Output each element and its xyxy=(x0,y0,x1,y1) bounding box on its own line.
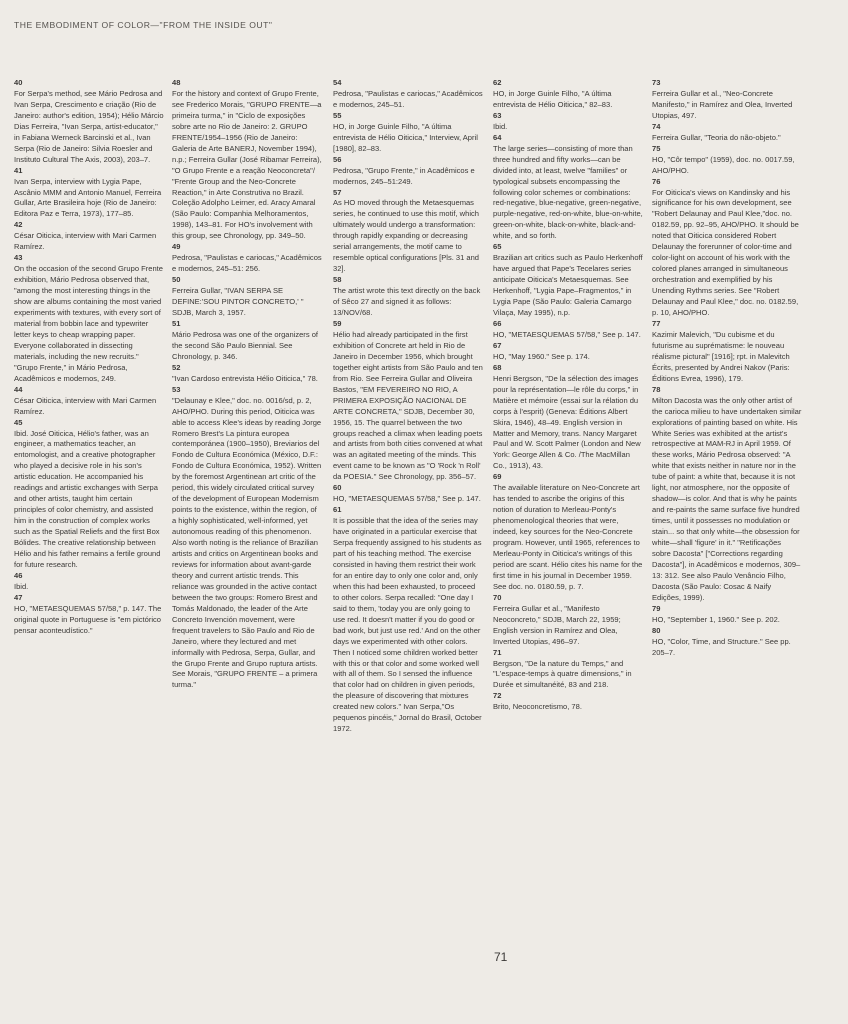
note-number: 80 xyxy=(652,625,661,635)
note-number: 76 xyxy=(652,176,661,186)
note-text: For Oiticica's views on Kandinsky and his significance for his own development, see "Robert Delaunay and Paul Klee,"doc. no. 0182.59, pp. 92–95, AHO/PHO. It should be noted that Oiticica considered Robert Delaunay the forerunner of color-time and color-light on account of his work with the colored planes arranged in simultaneous orchestration and exemplified by his Unending Rythms series. See "Robert Delaunay and Paul Klee," doc. no. 0182.59, p. 10, AHO/PHO. xyxy=(652,187,799,318)
note-text: Ivan Serpa, interview with Lygia Pape, Ascânio MMM and Antonio Manuel, Ferreira Gullar, Arte Brasileira hoje (Rio de Janeiro: Editora Paz e Terra, 1973), 177–85. xyxy=(14,176,162,219)
note-text: Bergson, "De la nature du Temps," and "L'espace-temps à quatre dimensions," in Durée et simultanéité, 83 and 218. xyxy=(493,658,632,690)
note-number: 47 xyxy=(14,592,23,602)
note-number: 64 xyxy=(493,132,502,142)
note-number: 65 xyxy=(493,242,502,252)
page-number: 71 xyxy=(494,950,508,964)
note-number: 49 xyxy=(172,242,181,252)
note-number: 61 xyxy=(333,505,342,515)
note-text: HO, "METAESQUEMAS 57/58," See p. 147. xyxy=(493,329,641,339)
note-text: Ibid. xyxy=(14,581,29,591)
note-number: 59 xyxy=(333,318,342,328)
note-number: 40 xyxy=(14,78,23,87)
note-number: 69 xyxy=(493,472,502,482)
note-text: Ferreira Gullar et al., "Neo-Concrete Manifesto," in Ramírez and Olea, Inverted Utopias, 497. xyxy=(652,88,793,120)
note-text: Pedrosa, "Paulistas e cariocas," Acadêmicos e modernos, 245–51: 256. xyxy=(172,253,322,274)
note-number: 45 xyxy=(14,417,23,427)
notes-column-5 xyxy=(652,78,802,659)
note-text: HO, in Jorge Guinle Filho, "A última entrevista de Hélio Oiticica," Interview, April [1980], 82–83. xyxy=(333,121,478,153)
note-text: HO, in Jorge Guinle Filho, "A última entrevista de Hélio Oiticica," 82–83. xyxy=(493,88,613,109)
note-text: HO, "Color, Time, and Structure." See pp. 205–7. xyxy=(652,636,791,657)
note-number: 73 xyxy=(652,78,661,87)
note-text: Kazimir Malevich, "Du cubisme et du futurisme au suprématisme: le nouveau réalisme pictural" [1916]; rpt. in Malevitch Écrits, presented by Andrei Nakov (Paris: Éditions Evrea, 1996), 179. xyxy=(652,329,790,383)
note-number: 50 xyxy=(172,275,181,285)
note-number: 42 xyxy=(14,220,23,230)
note-number: 43 xyxy=(14,253,23,263)
note-number: 57 xyxy=(333,187,342,197)
note-text: HO, "May 1960." See p. 174. xyxy=(493,351,590,361)
note-text: Ferreira Gullar et al., "Manifesto Neoconcreto," SDJB, March 22, 1959; English version in Ramírez and Olea, Inverted Utopias, 496–97. xyxy=(493,603,621,646)
note-text: Ibid. xyxy=(493,121,508,131)
note-text: For the history and context of Grupo Frente, see Frederico Morais, "GRUPO FRENTE—a primeira turma," in "Ciclo de exposições sobre arte no Rio de Janeiro: 2. GRUPO FRENTE/1954–1956 (Rio de Janeiro: Galeria de Arte BANERJ, November 1994), n.p.; Ferreira Gullar (José Ribamar Ferreira), "O Grupo Frente e a reação Neoconcreta"/ "Frente Group and the Neo-Concrete Reaction," in Arte Construtiva no Brazil. Coleção Adolpho Leirner, ed. Aracy Amaral (São Paulo: Companhia Melhoramentos, 1998), 143–81. For HO's involvement with this group, see Chronology, pp. 349–50. xyxy=(172,88,322,241)
note-text: Mário Pedrosa was one of the organizers of the second São Paulo Biennial. See Chronology, p. 346. xyxy=(172,329,318,361)
note-number: 67 xyxy=(493,340,502,350)
note-text: Pedrosa, "Grupo Frente," in Acadêmicos e modernos, 245–51:249. xyxy=(333,165,475,186)
note-number: 55 xyxy=(333,110,342,120)
note-number: 52 xyxy=(172,362,181,372)
note-number: 63 xyxy=(493,110,502,120)
note-text: HO, "METAESQUEMAS 57/58," p. 147. The original quote in Portuguese is "em pictórico pensar aconteudístico." xyxy=(14,603,162,635)
note-text: The artist wrote this text directly on the back of Sêco 27 and signed it as follows: 13/NOV/68. xyxy=(333,286,481,318)
note-text: Hélio had already participated in the first exhibition of Concrete art held in Rio de Janeiro in December 1956, which brought together eight artists from São Paulo and ten from Rio. See Ferreira Gullar and Oliveira Bastos, "EM FEVEREIRO NO RIO, A PRIMERA EXPOSIÇÃO NACIONAL DE ARTE CONCRETA," SDJB, December 30, 1956, 15. The quarrel between the two groups reached a climax when leading poets and artists from both cities convened at what was an agitated meeting of the minds. This event came to be known as "O 'Rock 'n Roll' da POESIA." See Chronology, pp. 356–57. xyxy=(333,329,483,482)
note-number: 58 xyxy=(333,275,342,285)
note-text: It is possible that the idea of the series may have originated in a particular exercise that Serpa frequently assigned to his students as part of his teaching method. The exercise consisted in having them restrict their work for an entire day to only one color and, only when this had been exhausted, to proceed to other colors. Serpa recalled: "One day I said to them, 'today you are only going to use red. It doesn't matter if you do good or bad work, but just use red.' And on the other days we experimented with other colors. Then I noticed some children worked better with this or that color and some worked well with all of them. So I sensed the influence that color had on children in given periods, the pleasure of discovering that mixtures created new colors." Ivan Serpa,"Os pequenos pincéis," Jornal do Brasil, October 1972. xyxy=(333,516,482,734)
note-number: 60 xyxy=(333,483,342,493)
notes-column-2 xyxy=(172,78,322,691)
note-number: 44 xyxy=(14,384,23,394)
notes-column-3 xyxy=(333,78,483,735)
note-text: The available literature on Neo-Concrete art has tended to ascribe the origins of this notion of duration to Merleau-Ponty's phenomenological theories that were, indeed, key sources for the Neo-Concrete program. However, until 1965, references to Merleau-Ponty in Oiticica's writings of this period are scant. Hélio cites his name for the first time in his journal in December 1959. See doc. no. 0180.59, p. 7. xyxy=(493,483,643,591)
note-text: On the occasion of the second Grupo Frente exhibition, Mário Pedrosa observed that, "among the most interesting things in the show are albums containing the most varied experiments with textures, with every sort of material from bobbin lace and typewriter letter keys to cheap wrapping paper. Everyone collaborated in dissecting materials, including the new recruits." "Grupo Frente," in Mário Pedrosa, Acadêmicos e modernos, 249. xyxy=(14,264,163,383)
note-text: Ferreira Gullar, "IVAN SERPA SE DEFINE:'SOU PINTOR CONCRETO,' " SDJB, March 3, 1957. xyxy=(172,286,304,318)
note-text: César Oiticica, interview with Mari Carmen Ramírez. xyxy=(14,395,157,416)
note-text: The large series—consisting of more than three hundred and fifty works—can be divided into, at least, twelve "families" or typological subsets encompassing the following color schemes or combinations: red-negative, blue-negative, green-negative, purple-negative, red-on-white, blue-on-white, green-on-white, black-on-white, black-and-white, and so forth. xyxy=(493,143,643,241)
note-number: 54 xyxy=(333,78,342,87)
notes-column-1 xyxy=(14,78,164,637)
note-number: 71 xyxy=(493,647,502,657)
note-number: 77 xyxy=(652,318,661,328)
note-number: 56 xyxy=(333,154,342,164)
note-text: HO, "September 1, 1960." See p. 202. xyxy=(652,614,780,624)
note-text: Brito, Neoconcretismo, 78. xyxy=(493,702,582,712)
note-text: "Delaunay e Klee," doc. no. 0016/sd, p. 2, AHO/PHO. During this period, Oiticica was able to access Klee's ideas by reading Jorge Romero Brest's La pintura europea contemporánea (1900–1950), Breviarios del Fondo de Cultura Económica (México, D.F.: Fondo de Cultura Económica, 1952). Written by the foremost Argentinean art critic of the period, this widely circulated critical survey of the development of European Modernism points to the existence, within the region, of a highly sophisticated, well-informed, yet autonomous reading of this phenomenon. Also worth noting is the reliance of Brazilian artists and critics on Argentinean books and reviews for information about avant-garde theory and current artistic trends. This reliance was grounded in the active contact between the two groups: Romero Brest and Tomás Maldonado, the leader of the Arte Concreto Invención movement, were frequent travelers to São Paulo and Rio de Janeiro, where they lectured and met informally with Pedrosa, Serpa, Gullar, and the Grupo Frente and Grupo ruptura artists. See Morais, "GRUPO FRENTE – a primera turma." xyxy=(172,395,322,690)
note-number: 53 xyxy=(172,384,181,394)
note-number: 62 xyxy=(493,78,502,87)
note-number: 78 xyxy=(652,384,661,394)
note-text: Brazilian art critics such as Paulo Herkenhoff have argued that Pape's Tecelares series anticipate Oiticica's Metaesquemas. See Herkenhoff, "Lygia Pape–Fragmentos," in Lygia Pape (São Paulo: Galeria Camargo Vilaça, May 1995), n.p. xyxy=(493,253,643,318)
note-text: Henri Bergson, "De la sélection des images pour la représentation—le rôle du corps," in Matière et mémoire (essai sur la rélation du corps à l'esprit) (Geneva: Éditions Albert Skira, 1946), 48–49. English version in Matter and Memory, trans. Nancy Margaret Paul and W. Scott Palmer (London and New York: George Allen & Co. /The MacMillan Co., 1913), 43. xyxy=(493,373,641,471)
note-number: 68 xyxy=(493,362,502,372)
note-number: 46 xyxy=(14,570,23,580)
note-text: César Oiticica, interview with Mari Carmen Ramírez. xyxy=(14,231,157,252)
note-number: 79 xyxy=(652,603,661,613)
note-text: Ibid. José Oiticica, Hélio's father, was an engineer, a mathematics teacher, an entomologist, and a creative photographer who played a decisive role in his son's artistic education. He accompanied his readings and artistic exchanges with Serpa and other artists, taught him certain principles of color chemistry, and assisted him in the construction of complex works such as the Spatial Reliefs and the first Box Bólides. The creative relationship between Hélio and his father remains a fertile ground for future research. xyxy=(14,428,161,569)
note-number: 51 xyxy=(172,318,181,328)
note-text: "Ivan Cardoso entrevista Hélio Oiticica," 78. xyxy=(172,373,318,383)
note-number: 75 xyxy=(652,143,661,153)
running-head: THE EMBODIMENT OF COLOR—"FROM THE INSIDE OUT" xyxy=(14,20,273,30)
note-number: 41 xyxy=(14,165,23,175)
note-number: 48 xyxy=(172,78,181,87)
note-number: 70 xyxy=(493,592,502,602)
note-text: HO, "Côr tempo" (1959), doc. no. 0017.59, AHO/PHO. xyxy=(652,154,795,175)
note-text: HO, "METAESQUEMAS 57/58," See p. 147. xyxy=(333,494,481,504)
note-number: 72 xyxy=(493,691,502,701)
notes-column-4 xyxy=(493,78,643,713)
note-text: Milton Dacosta was the only other artist of the carioca milieu to have undertaken similar explorations of painting based on white. His White Series was exhibited at the artist's retrospective at MAM-RJ in April 1959. Of these works, Mário Pedrosa observed: "A white that exists neither in nature nor in the tube of paint: a white that, because it is not light, nor atmosphere, nor the opposite of shadow—is color. And that is why he paints and re-paints the same surface five hundred times, until it possesses no modulation or stain... so that only white—the obsession for white—shall 'figure' in it." "Retificações sobre Dacosta" ["Corrections regarding Dacosta"], in Acadêmicos e modernos, 309–13: 312. See also Paulo Venâncio Filho, Dacosta (São Paulo: Cosac & Naify Edições, 1999). xyxy=(652,395,802,602)
note-text: As HO moved through the Metaesquemas series, he continued to use this motif, which ultimately would undergo a transformation: through rapidly expanding or decreasing serial arrangements, the motif came to resemble optical configurations [Pls. 31 and 32]. xyxy=(333,198,479,274)
note-text: Pedrosa, "Paulistas e cariocas," Acadêmicos e modernos, 245–51. xyxy=(333,88,483,109)
note-number: 66 xyxy=(493,318,502,328)
note-number: 74 xyxy=(652,121,661,131)
note-text: Ferreira Gullar, "Teoria do não-objeto." xyxy=(652,132,781,142)
note-text: For Serpa's method, see Mário Pedrosa and Ivan Serpa, Crescimento e criação (Rio de Janeiro: author's edition, 1954); Hélio Márcio Dias Ferreira, "Ivan Serpa, artist-educator," in Fabiana Werneck Barcinski et al., Ivan Serpa (Rio de Janeiro: Silvia Roesler and Instituto Cultural The Axis, 2003), 203–7. xyxy=(14,88,164,164)
